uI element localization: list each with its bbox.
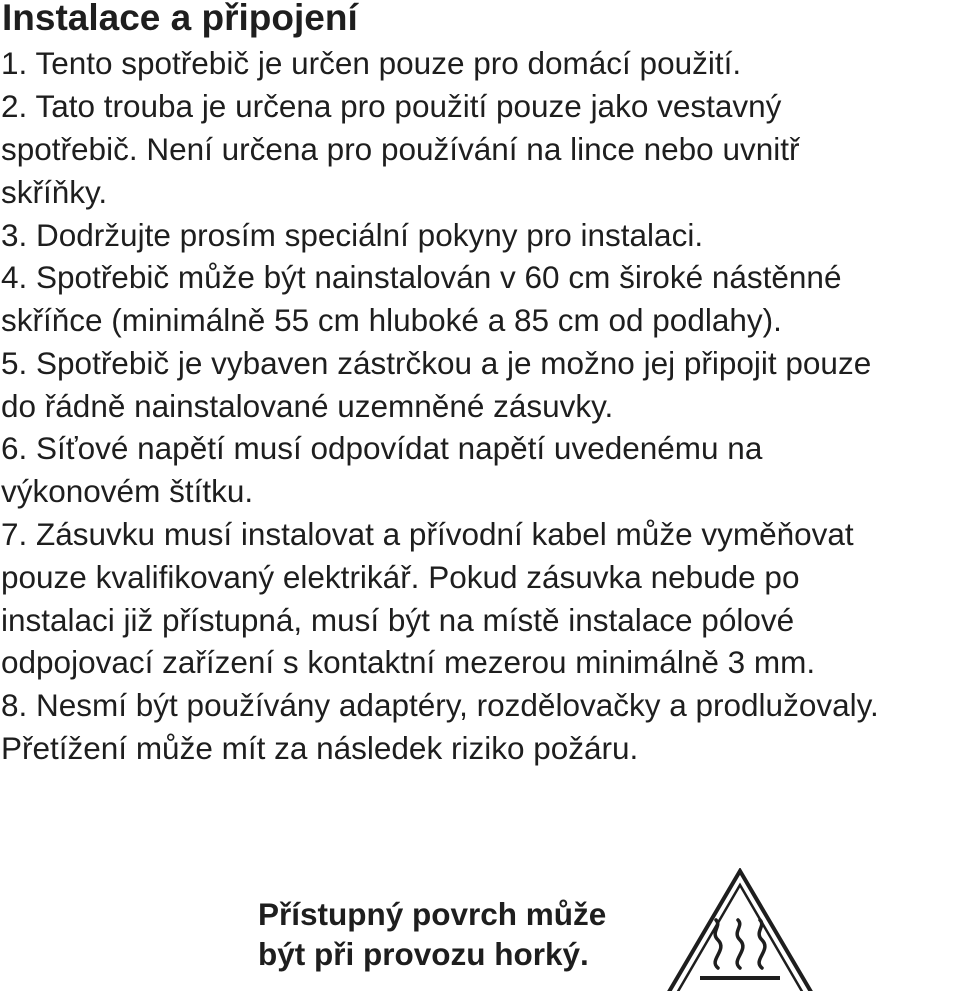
instruction-line-3: spotřebič. Není určena pro používání na lince nebo uvnitř: [1, 131, 800, 167]
instruction-line-14: instalaci již přístupná, musí být na místě instalace pólové: [1, 602, 795, 638]
instruction-line-13: pouze kvalifikovaný elektrikář. Pokud zásuvka nebude po: [1, 559, 800, 595]
instruction-line-11: výkonovém štítku.: [1, 473, 254, 509]
instruction-line-2: 2. Tato trouba je určena pro použití pouze jako vestavný: [1, 88, 782, 124]
instruction-line-5: 3. Dodržujte prosím speciální pokyny pro instalaci.: [1, 217, 704, 253]
instruction-line-6: 4. Spotřebič může být nainstalován v 60 cm široké nástěnné: [1, 259, 842, 295]
warning-text-line-2: být při provozu horký.: [258, 936, 589, 972]
instruction-line-15: odpojovací zařízení s kontaktní mezerou minimálně 3 mm.: [1, 644, 816, 680]
instruction-line-8: 5. Spotřebič je vybaven zástrčkou a je možno jej připojit pouze: [1, 345, 872, 381]
section-title: Instalace a připojení: [2, 0, 358, 38]
heat-wave-middle: [737, 920, 743, 968]
instruction-line-17: Přetížení může mít za následek riziko požáru.: [1, 730, 639, 766]
instruction-line-4: skříňky.: [1, 174, 108, 210]
instruction-line-9: do řádně nainstalované uzemněné zásuvky.: [1, 388, 614, 424]
warning-triangle-outer: [653, 871, 827, 991]
heat-wave-left: [715, 920, 721, 968]
instruction-line-12: 7. Zásuvku musí instalovat a přívodní kabel může vyměňovat: [1, 516, 854, 552]
instruction-line-1: 1. Tento spotřebič je určen pouze pro domácí použití.: [1, 45, 742, 81]
hot-surface-warning-icon: [650, 868, 830, 991]
instruction-line-10: 6. Síťové napětí musí odpovídat napětí uvedenému na: [1, 430, 763, 466]
instruction-line-7: skříňce (minimálně 55 cm hluboké a 85 cm od podlahy).: [1, 302, 782, 338]
instruction-line-16: 8. Nesmí být používány adaptéry, rozdělovačky a prodlužovaly.: [1, 687, 879, 723]
warning-text-line-1: Přístupný povrch může: [258, 896, 607, 932]
